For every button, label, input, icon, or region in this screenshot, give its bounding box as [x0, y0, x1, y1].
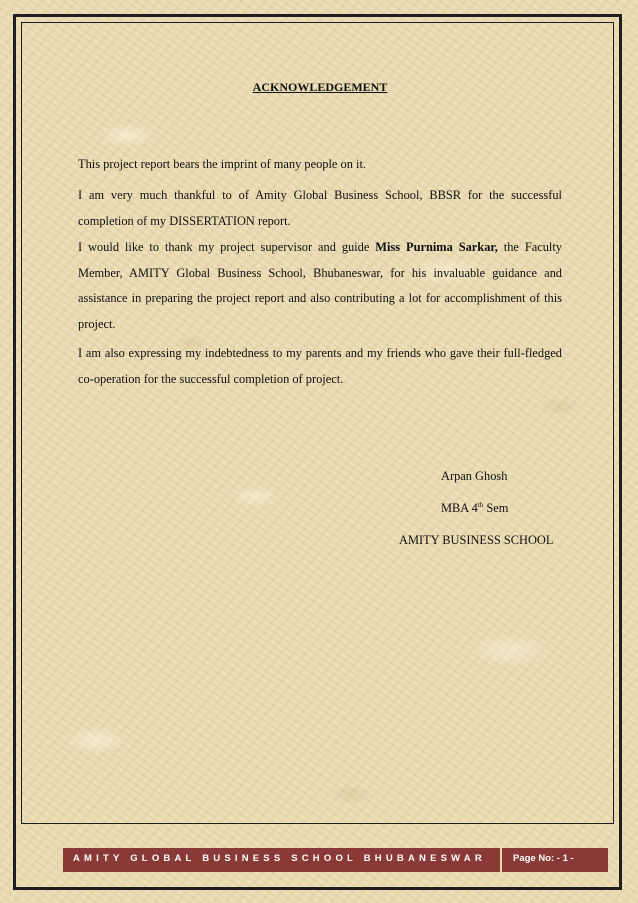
- signature-name: Arpan Ghosh: [441, 469, 508, 483]
- paragraph-thanks-family-text: I am also expressing my indebtedness to my parents and my friends who gave their full-fledged co-operation for the successful completion of project.: [78, 346, 562, 386]
- paragraph-thanks-supervisor: [78, 235, 562, 337]
- supervisor-text-before: I would like to thank my project supervisor and guide: [78, 240, 376, 254]
- page-border-inner: [21, 22, 614, 824]
- footer-divider: [500, 848, 502, 872]
- footer-school-name: AMITY GLOBAL BUSINESS SCHOOL BHUBANESWAR: [73, 853, 486, 864]
- signature-school: AMITY BUSINESS SCHOOL: [399, 533, 554, 547]
- paragraph-intro: [78, 152, 562, 178]
- supervisor-name: Miss Purnima Sarkar,: [375, 240, 498, 254]
- signature-course-prefix: MBA 4: [441, 501, 478, 516]
- paragraph-thanks-school-text: I am very much thankful to of Amity Global Business School, BBSR for the successful completion of my DISSERTATION report.: [78, 188, 562, 228]
- paragraph-thanks-school: [78, 183, 562, 234]
- signature-course-sup: th: [477, 501, 484, 509]
- page-title: ACKNOWLEDGEMENT: [252, 80, 388, 94]
- paragraph-intro-text: This project report bears the imprint of many people on it.: [78, 157, 367, 171]
- page-footer: [63, 848, 608, 872]
- footer-page-number: Page No: - 1 -: [513, 853, 574, 864]
- signature-course-suffix: Sem: [483, 501, 509, 516]
- paragraph-thanks-family: [78, 341, 562, 392]
- supervisor-text-after: the Faculty Member, AMITY Global Business School, Bhubaneswar, for his invaluable guidance and assistance in preparing the project report and also contributing a lot for accomplishment of this project.: [78, 240, 562, 331]
- signature-course: [441, 501, 508, 516]
